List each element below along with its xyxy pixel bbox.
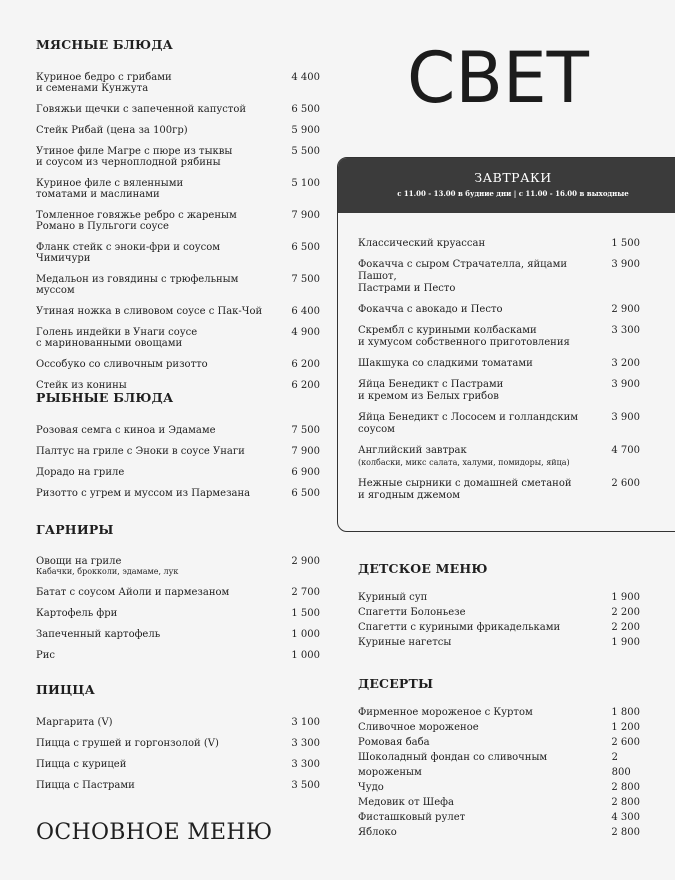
item-name-line: Рис <box>36 650 55 661</box>
item-name <box>36 629 276 640</box>
item-name <box>36 467 276 478</box>
breakfast-items <box>358 238 640 511</box>
item-name-line: Фокачча с сыром Страчателла, яйцами Пашот, <box>358 259 568 282</box>
menu-item <box>36 446 320 457</box>
item-name-line: и ягодным джемом <box>358 490 461 501</box>
item-name-line: Английский завтрак <box>358 445 467 456</box>
menu-item <box>36 759 320 770</box>
item-price: 6 200 <box>291 359 320 370</box>
menu-item <box>36 359 320 370</box>
item-price: 6 500 <box>291 104 320 115</box>
item-name-line: Дорадо на гриле <box>36 467 125 478</box>
item-name <box>36 146 276 168</box>
item-name <box>36 488 276 499</box>
item-price: 2 200 <box>611 607 640 618</box>
item-name: Яблоко <box>358 827 397 838</box>
item-name-line: Пицца с курицей <box>36 759 127 770</box>
item-name-line: Классический круассан <box>358 238 486 249</box>
item-name: Фирменное мороженое с Куртом <box>358 707 533 718</box>
item-name <box>358 304 598 316</box>
item-price: 6 500 <box>291 488 320 499</box>
item-name-line: Шакшука со сладкими томатами <box>358 358 533 369</box>
item-name-line: Стейк Рибай (цена за 100гр) <box>36 125 188 136</box>
item-name <box>36 780 276 791</box>
item-name <box>36 556 276 577</box>
item-price: 6 400 <box>291 306 320 317</box>
item-name-line: Пицца с Пастрами <box>36 780 135 791</box>
kids-items <box>358 590 640 650</box>
item-name: Фисташковый рулет <box>358 812 466 823</box>
menu-item <box>36 780 320 791</box>
item-name-line: и кремом из Белых грибов <box>358 391 499 402</box>
item-price: 2 700 <box>291 587 320 598</box>
item-price: 3 200 <box>611 358 640 369</box>
item-name <box>36 210 276 232</box>
item-price: 1 000 <box>291 629 320 640</box>
fish-section-title: РЫБНЫЕ БЛЮДА <box>36 390 174 405</box>
menu-item <box>36 72 320 94</box>
item-name-line: Утиная ножка в сливовом соусе с Пак-Чой <box>36 306 263 317</box>
item-price: 6 200 <box>291 380 320 391</box>
menu-item <box>358 412 640 436</box>
menu-item <box>36 146 320 168</box>
menu-item <box>36 104 320 115</box>
fish-items <box>36 425 320 509</box>
item-name-line: Розовая семга с киноа и Эдамаме <box>36 425 216 436</box>
item-name-line: Маргарита (V) <box>36 717 113 728</box>
item-price: 1 900 <box>611 592 640 603</box>
menu-item <box>36 629 320 640</box>
item-price: 2 900 <box>611 304 640 315</box>
menu-item <box>36 556 320 577</box>
menu-item <box>358 810 640 825</box>
menu-item <box>358 304 640 316</box>
item-name: Шоколадный фондан со сливочным мороженым <box>358 752 548 778</box>
kids-section <box>358 561 640 650</box>
item-name-line: Картофель фри <box>36 608 118 619</box>
menu-item <box>358 605 640 620</box>
item-price: 2 200 <box>611 622 640 633</box>
menu-item <box>358 259 640 295</box>
item-price: 3 300 <box>611 325 640 336</box>
main-menu-title: ОСНОВНОЕ МЕНЮ <box>36 820 273 845</box>
menu-item <box>36 327 320 349</box>
menu-item <box>36 587 320 598</box>
menu-item <box>358 445 640 469</box>
menu-item <box>358 635 640 650</box>
item-name-line: Нежные сырники с домашней сметаной <box>358 478 572 489</box>
menu-item <box>36 608 320 619</box>
item-name <box>358 259 598 295</box>
item-price: 7 900 <box>291 210 320 221</box>
item-name-line: Овощи на гриле <box>36 556 122 567</box>
item-price: 2 900 <box>291 556 320 567</box>
item-name <box>36 104 276 115</box>
item-name-line: Стейк из конины <box>36 380 127 391</box>
svet-logo <box>406 47 590 105</box>
item-name <box>36 717 276 728</box>
item-name <box>358 379 598 403</box>
menu-item <box>36 717 320 728</box>
item-price: 6 900 <box>291 467 320 478</box>
menu-item <box>358 705 640 720</box>
sides-items <box>36 556 320 671</box>
item-price: 4 700 <box>611 445 640 456</box>
item-name-line: Утиное филе Магре с пюре из тыквы <box>36 146 233 157</box>
item-name-line: с маринованными овощами <box>36 338 183 349</box>
item-price: 3 900 <box>611 259 640 270</box>
item-name-line: и семенами Кунжута <box>36 83 149 94</box>
kids-section-title: ДЕТСКОЕ МЕНЮ <box>358 561 488 576</box>
item-name-line: Фокачча с авокадо и Песто <box>358 304 503 315</box>
item-price: 2 800 <box>611 752 631 778</box>
item-name <box>358 238 598 250</box>
menu-item <box>358 720 640 735</box>
meat-section-title: МЯСНЫЕ БЛЮДА <box>36 37 174 52</box>
item-price: 7 900 <box>291 446 320 457</box>
item-price: 3 100 <box>291 717 320 728</box>
item-price: 1 500 <box>611 238 640 249</box>
breakfast-header <box>338 158 675 213</box>
item-name <box>358 325 598 349</box>
item-name: Спагетти с куриными фрикадельками <box>358 622 561 633</box>
item-name <box>36 274 276 296</box>
item-name-line: и соусом из черноплодной рябины <box>36 157 221 168</box>
item-name-line: Томленное говяжье ребро с жареным <box>36 210 237 221</box>
menu-item <box>358 325 640 349</box>
item-price: 3 900 <box>611 412 640 423</box>
item-price: 3 900 <box>611 379 640 390</box>
item-name <box>36 425 276 436</box>
item-name-line: Пастрами и Песто <box>358 283 456 294</box>
item-name <box>358 445 598 469</box>
sides-section-title: ГАРНИРЫ <box>36 522 114 537</box>
item-price: 7 500 <box>291 274 320 285</box>
item-name <box>36 608 276 619</box>
item-price: 5 500 <box>291 146 320 157</box>
menu-item <box>36 242 320 264</box>
item-name-line: Куриное бедро с грибами <box>36 72 172 83</box>
item-name: Куриный суп <box>358 592 428 603</box>
item-name-line: Яйца Бенедикт с Лососем и голландским соусом <box>358 412 579 435</box>
item-name <box>36 738 276 749</box>
item-name-line: Медальон из говядины с трюфельным муссом <box>36 274 239 296</box>
item-name: Медовик от Шефа <box>358 797 454 808</box>
item-price: 3 300 <box>291 738 320 749</box>
menu-item <box>358 379 640 403</box>
item-name <box>36 125 276 136</box>
item-note: Кабачки, брокколи, эдамаме, лук <box>36 567 179 576</box>
item-price: 2 600 <box>611 737 640 748</box>
item-name-line: Палтус на гриле с Эноки в соусе Унаги <box>36 446 245 457</box>
pizza-items <box>36 717 320 801</box>
item-price: 5 900 <box>291 125 320 136</box>
menu-item <box>358 735 640 750</box>
item-price: 7 500 <box>291 425 320 436</box>
item-note: (колбаски, микс салата, халуми, помидоры, яйца) <box>358 458 570 467</box>
item-name: Куриные нагетсы <box>358 637 452 648</box>
desserts-items <box>358 705 640 840</box>
item-price: 3 300 <box>291 759 320 770</box>
item-price: 1 900 <box>611 637 640 648</box>
item-name-line: Батат с соусом Айоли и пармезаном <box>36 587 230 598</box>
menu-item <box>36 425 320 436</box>
item-price: 1 000 <box>291 650 320 661</box>
item-name: Спагетти Болоньезе <box>358 607 466 618</box>
logo-text: СВЕТ <box>407 47 590 105</box>
menu-item <box>36 467 320 478</box>
menu-item <box>358 780 640 795</box>
item-name: Сливочное мороженое <box>358 722 479 733</box>
item-price: 6 500 <box>291 242 320 253</box>
item-name-line: томатами и маслинами <box>36 189 160 200</box>
item-price: 2 600 <box>611 478 640 489</box>
item-price: 2 800 <box>611 827 640 838</box>
item-price: 4 300 <box>611 812 640 823</box>
menu-item <box>358 358 640 370</box>
menu-item <box>36 650 320 661</box>
item-name: Ромовая баба <box>358 737 430 748</box>
menu-item <box>358 478 640 502</box>
item-name-line: Фланк стейк с эноки-фри и соусом Чимичури <box>36 242 221 264</box>
breakfast-title: ЗАВТРАКИ <box>474 170 552 185</box>
item-name <box>36 446 276 457</box>
menu-item <box>358 590 640 605</box>
item-price: 1 800 <box>611 707 640 718</box>
item-name-line: Пицца с грушей и горгонзолой (V) <box>36 738 219 749</box>
item-name-line: Голень индейки в Унаги соусе <box>36 327 198 338</box>
menu-item <box>36 210 320 232</box>
menu-item <box>36 274 320 296</box>
item-name <box>358 478 598 502</box>
item-price: 4 400 <box>291 72 320 83</box>
pizza-section-title: ПИЦЦА <box>36 682 95 697</box>
menu-item <box>358 795 640 810</box>
item-price: 1 500 <box>291 608 320 619</box>
item-name-line: Скрембл с куриными колбасками <box>358 325 537 336</box>
desserts-section-title: ДЕСЕРТЫ <box>358 676 434 691</box>
item-name-line: Ризотто с угрем и муссом из Пармезана <box>36 488 251 499</box>
item-name-line: и хумусом собственного приготовления <box>358 337 570 348</box>
menu-item <box>36 125 320 136</box>
item-price: 3 500 <box>291 780 320 791</box>
item-name <box>36 650 276 661</box>
item-name-line: Говяжьи щечки с запеченной капустой <box>36 104 247 115</box>
breakfast-box <box>337 157 675 532</box>
breakfast-hours: с 11.00 - 13.00 в будние дни | с 11.00 - 16.00 в выходные <box>397 189 629 198</box>
item-name <box>36 587 276 598</box>
item-name-line: Куриное филе с вяленными <box>36 178 184 189</box>
item-name <box>36 306 276 317</box>
item-name <box>36 359 276 370</box>
item-price: 4 900 <box>291 327 320 338</box>
menu-item <box>36 306 320 317</box>
item-price: 2 800 <box>611 797 640 808</box>
item-name <box>36 242 276 264</box>
item-name: Чудо <box>358 782 384 793</box>
item-price: 5 100 <box>291 178 320 189</box>
item-name <box>36 72 276 94</box>
menu-item <box>36 738 320 749</box>
item-name-line: Яйца Бенедикт с Пастрами <box>358 379 504 390</box>
menu-item <box>358 825 640 840</box>
menu-item <box>36 178 320 200</box>
item-name <box>358 358 598 370</box>
menu-item <box>36 488 320 499</box>
item-name-line: Романо в Пульгоги соусе <box>36 221 169 232</box>
item-name-line: Оссобуко со сливочным ризотто <box>36 359 208 370</box>
item-name-line: Запеченный картофель <box>36 629 161 640</box>
item-name <box>36 178 276 200</box>
meat-items <box>36 72 320 401</box>
item-name <box>358 412 598 436</box>
menu-item <box>358 238 640 250</box>
item-name <box>36 759 276 770</box>
item-price: 2 800 <box>611 782 640 793</box>
menu-item <box>358 620 640 635</box>
item-price: 1 200 <box>611 722 640 733</box>
item-name <box>36 327 276 349</box>
menu-item <box>358 750 640 780</box>
desserts-section <box>358 676 640 840</box>
